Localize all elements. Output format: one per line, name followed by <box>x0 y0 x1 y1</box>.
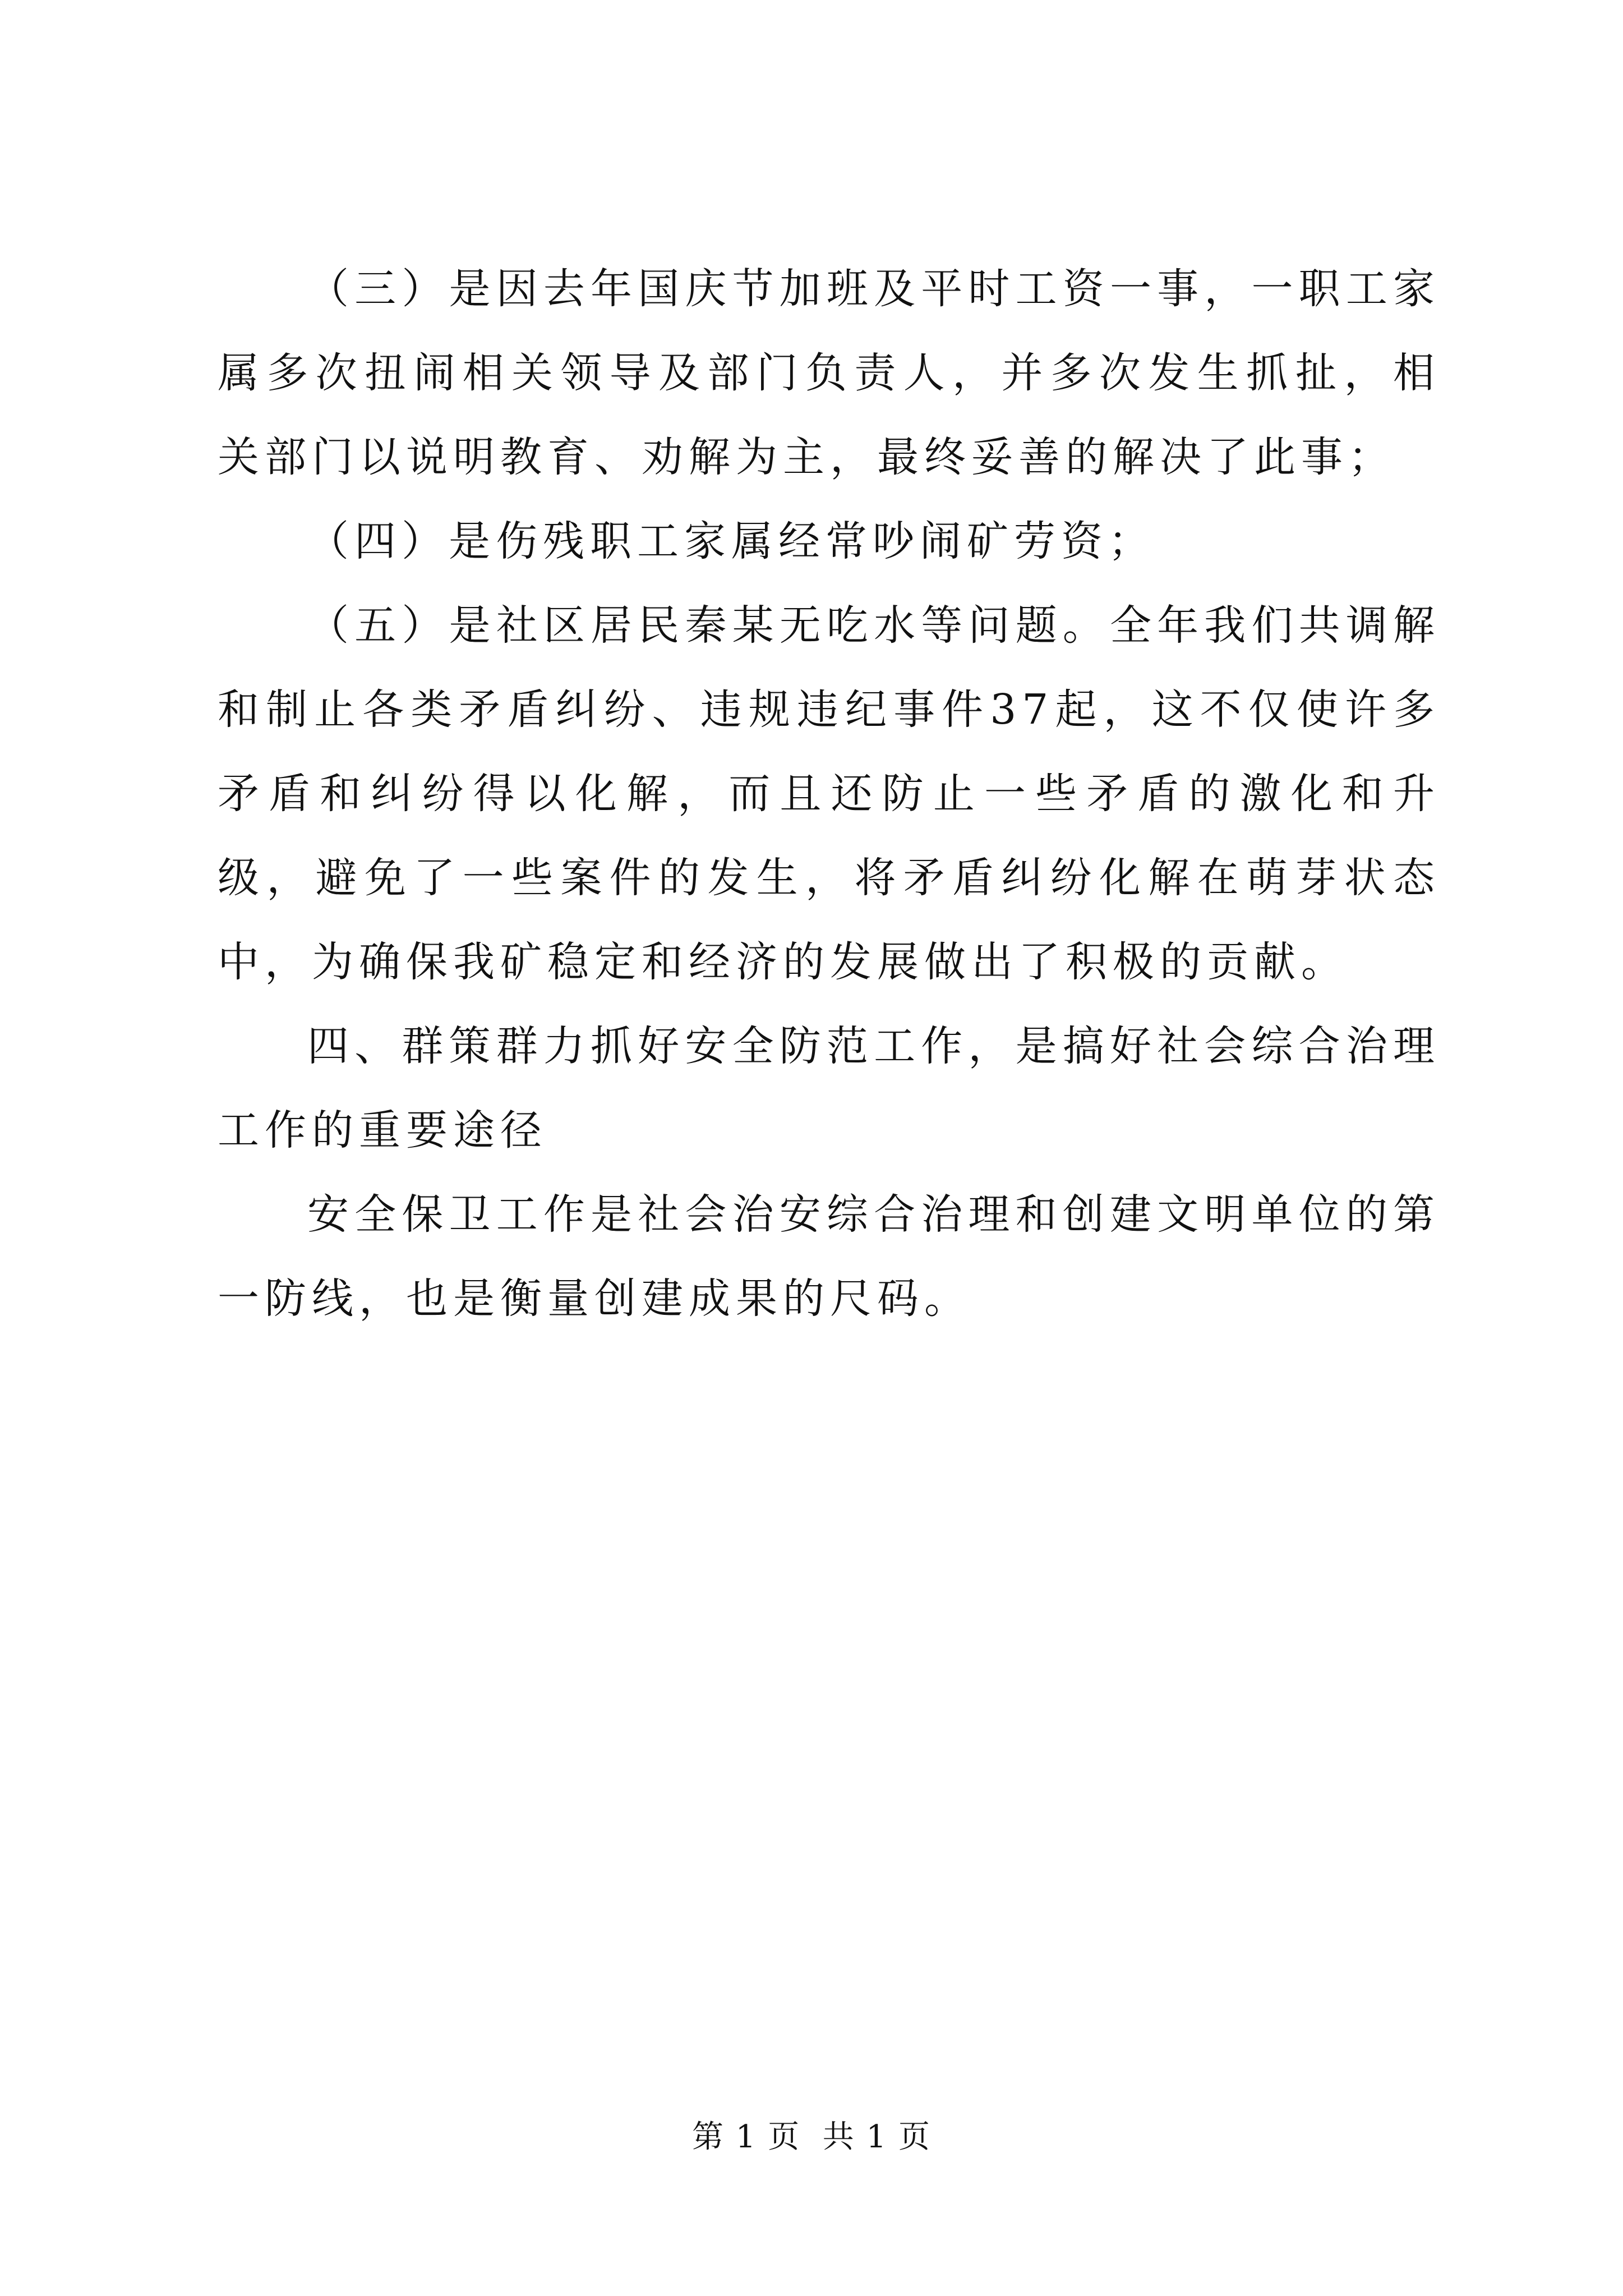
paragraph-4: （四）是伤残职工家属经常吵闹矿劳资； <box>307 517 1155 565</box>
paragraph-5: （五）是社区居民秦某无吃水等问题。全年我们共调解和制止各类矛盾纠纷、违规违纪事件37起，这不仅使许多矛盾和纠纷得以化解，而且还防止一些矛盾的激化和升级，避免了一些案件的发生，将矛盾纠纷化解在萌芽状态中，为确保我矿稳定和经济的发展做出了积极的贡献。 <box>218 601 1440 986</box>
paragraph-3: （三）是因去年国庆节加班及平时工资一事，一职工家属多次扭闹相关领导及部门负责人，并多次发生抓扯，相关部门以说明教育、劝解为主，最终妥善的解决了此事； <box>218 265 1440 481</box>
page-number: 第 1 页 共 1 页 <box>691 2119 932 2155</box>
section-heading: 四、群策群力抓好安全防范工作，是搞好社会综合治理工作的重要途径 <box>218 1022 1440 1154</box>
paragraph-security: 安全保卫工作是社会治安综合治理和创建文明单位的第一防线，也是衡量创建成果的尺码。 <box>218 1190 1440 1323</box>
document-body <box>218 247 1440 1341</box>
page-footer <box>0 2115 1623 2160</box>
